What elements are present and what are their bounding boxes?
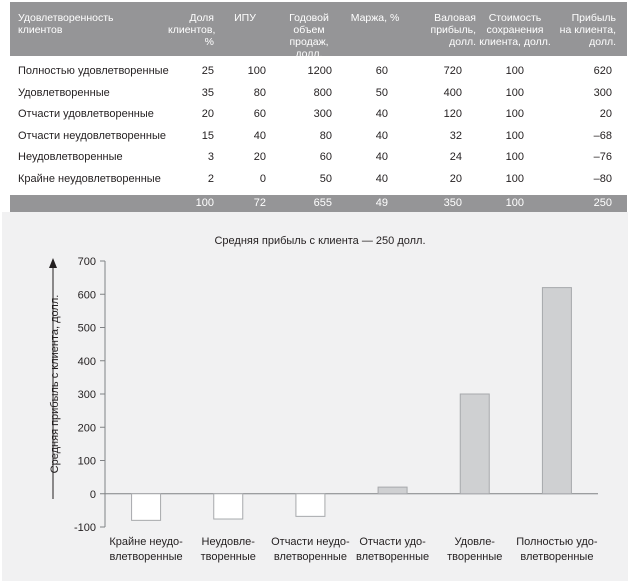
- cell-margin: 40: [375, 129, 388, 142]
- cell-satisfaction: Неудовлетворенные: [18, 151, 123, 163]
- x-category-label: творенные: [200, 551, 256, 563]
- x-category-label: Неудовле-: [201, 536, 255, 548]
- y-tick-label: 500: [77, 322, 96, 335]
- header-satisfaction: Удовлетворенность клиентов: [18, 12, 114, 36]
- x-category-label: влетворенные: [356, 551, 430, 563]
- header-ipu: ИПУ: [234, 12, 256, 24]
- total-ipu: 72: [253, 197, 266, 209]
- customer-satisfaction-table: [10, 2, 627, 213]
- table-totals-row: [10, 195, 627, 213]
- cell-profit-per-client: 20: [599, 108, 612, 120]
- chart-title: Средняя прибыль с клиента — 250 долл.: [214, 235, 426, 247]
- x-category-label: влетворенные: [109, 551, 183, 563]
- cell-satisfaction: Удовлетворенные: [18, 86, 110, 99]
- cell-annual-sales: 60: [319, 151, 332, 163]
- header-annual-sales: Годовой объем продаж, долл.: [289, 12, 329, 60]
- total-margin: 49: [375, 197, 388, 209]
- total-profit-per-client: 250: [593, 197, 612, 209]
- profit-bar-chart: [2, 212, 628, 581]
- total-gross-profit: 350: [443, 197, 462, 209]
- cell-satisfaction: Полностью удовлетворенные: [18, 65, 169, 77]
- cell-share: 20: [201, 108, 214, 120]
- y-tick-label: 700: [77, 256, 96, 268]
- bar: [296, 494, 325, 517]
- table-row: [10, 61, 627, 83]
- x-category-label: Крайне неудо-: [109, 536, 183, 548]
- table-header: [10, 2, 627, 60]
- chart-panel: [2, 212, 628, 581]
- y-axis-label: Средняя прибыль с клиента, долл.: [49, 294, 61, 474]
- header-share: Доля клиентов, %: [168, 12, 216, 48]
- bar: [214, 494, 243, 519]
- bar: [542, 288, 571, 494]
- cell-ipu: 80: [253, 86, 266, 99]
- table-body: [10, 61, 627, 190]
- header-profit-per-client: Прибыль на клиента, долл.: [559, 12, 616, 48]
- x-category-label: Удовле-: [454, 536, 495, 548]
- cell-annual-sales: 300: [313, 108, 332, 120]
- cell-gross-profit: 20: [449, 172, 462, 185]
- x-category-label: творенные: [447, 551, 503, 563]
- cell-ipu: 60: [253, 108, 266, 120]
- cell-margin: 50: [375, 86, 388, 99]
- cell-margin: 60: [375, 65, 388, 77]
- cell-share: 35: [201, 86, 214, 99]
- cell-retention-cost: 100: [505, 65, 524, 77]
- x-category-label: влетворенные: [273, 551, 347, 563]
- cell-gross-profit: 720: [443, 65, 462, 77]
- cell-annual-sales: 80: [319, 129, 332, 142]
- cell-gross-profit: 400: [443, 86, 462, 99]
- cell-ipu: 40: [253, 129, 266, 142]
- y-tick-label: 400: [77, 355, 96, 368]
- total-retention-cost: 100: [505, 197, 524, 209]
- cell-profit-per-client: –80: [593, 172, 612, 185]
- table-row: [10, 169, 627, 191]
- x-category-label: Полностью удо-: [516, 536, 598, 548]
- y-tick-label: 0: [89, 488, 96, 501]
- table-row: [10, 147, 627, 169]
- cell-retention-cost: 100: [505, 151, 524, 163]
- cell-satisfaction: Отчасти неудовлетворенные: [18, 129, 166, 142]
- cell-ipu: 100: [247, 65, 266, 77]
- x-category-label: Отчасти неудо-: [271, 536, 350, 548]
- cell-share: 3: [207, 151, 214, 163]
- header-gross-profit: Валовая прибыль, долл.: [430, 12, 476, 48]
- y-tick-label: -100: [73, 522, 96, 534]
- table-row: [10, 104, 627, 126]
- cell-profit-per-client: –68: [593, 129, 612, 142]
- cell-annual-sales: 50: [319, 172, 332, 185]
- cell-ipu: 20: [253, 151, 266, 163]
- total-share: 100: [195, 197, 214, 209]
- cell-share: 25: [201, 65, 214, 77]
- header-retention-cost: Стоимость сохранения клиента, долл.: [479, 12, 551, 48]
- bar: [460, 394, 489, 494]
- y-tick-label: 300: [77, 389, 96, 401]
- cell-margin: 40: [375, 172, 388, 185]
- cell-retention-cost: 100: [505, 129, 524, 142]
- cell-share: 15: [201, 129, 214, 142]
- cell-gross-profit: 120: [443, 108, 462, 120]
- bar: [378, 487, 407, 494]
- cell-profit-per-client: 300: [593, 86, 612, 99]
- cell-satisfaction: Отчасти удовлетворенные: [18, 108, 154, 120]
- y-tick-label: 100: [77, 455, 96, 468]
- cell-annual-sales: 1200: [307, 65, 332, 77]
- cell-share: 2: [207, 172, 214, 185]
- cell-margin: 40: [375, 151, 388, 163]
- cell-ipu: 0: [259, 172, 266, 185]
- cell-gross-profit: 24: [449, 151, 462, 163]
- table-row: [10, 83, 627, 105]
- y-tick-label: 200: [77, 422, 96, 435]
- cell-annual-sales: 800: [313, 86, 332, 99]
- y-tick-label: 600: [77, 289, 96, 302]
- x-category-label: Отчасти удо-: [359, 536, 426, 548]
- cell-profit-per-client: –76: [593, 151, 612, 163]
- total-annual-sales: 655: [313, 197, 332, 209]
- cell-retention-cost: 100: [505, 172, 524, 185]
- x-category-label: влетворенные: [520, 551, 594, 563]
- bar: [132, 494, 161, 521]
- cell-profit-per-client: 620: [593, 65, 612, 77]
- cell-margin: 40: [375, 108, 388, 120]
- header-margin: Маржа, %: [350, 12, 400, 24]
- cell-retention-cost: 100: [505, 86, 524, 99]
- cell-retention-cost: 100: [505, 108, 524, 120]
- cell-satisfaction: Крайне неудовлетворенные: [18, 172, 161, 185]
- table-row: [10, 126, 627, 148]
- cell-gross-profit: 32: [449, 129, 462, 142]
